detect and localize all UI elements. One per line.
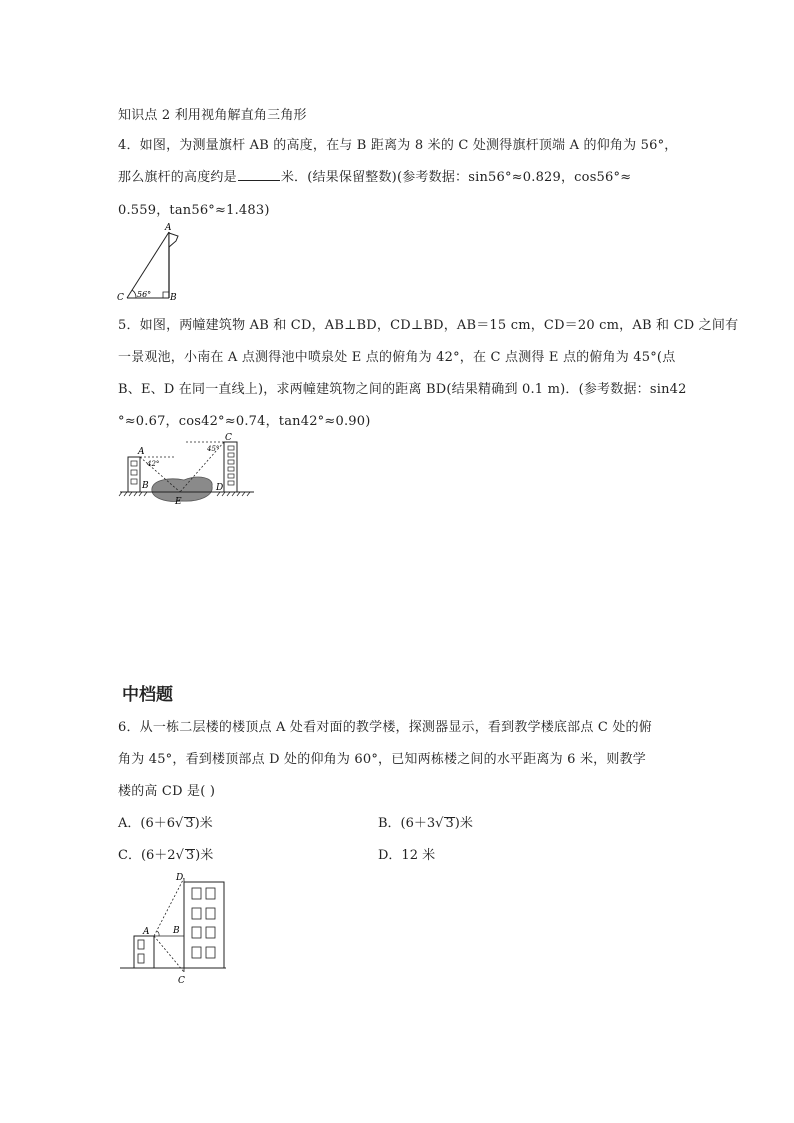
q4-hypotenuse xyxy=(127,232,169,298)
q6-figure xyxy=(116,868,232,986)
mid-heading: 中档题 xyxy=(122,685,173,705)
option-c-end: )米 xyxy=(195,848,214,863)
q5-label-e: E xyxy=(175,497,182,507)
q4-angle-arc xyxy=(132,290,136,298)
q5-label-a: A xyxy=(138,447,145,457)
option-d-label: D．12 米 xyxy=(378,848,436,863)
q6-label-b: B xyxy=(173,926,180,936)
q6-label-d: D xyxy=(176,873,184,883)
q6-line1: 6．从一栋二层楼的楼顶点 A 处看对面的教学楼，探测器显示，看到教学楼底部点 C 处的俯 xyxy=(118,720,652,735)
option-a-radicand: 3 xyxy=(185,816,194,831)
section-heading: 知识点 2 利用视角解直角三角形 xyxy=(118,108,307,123)
q4-line2-after: 米．(结果保留整数)(参考数据：sin56°≈0.829，cos56°≈ xyxy=(280,170,632,185)
q4-line1: 4．如图，为测量旗杆 AB 的高度，在与 B 距离为 8 米的 C 处测得旗杆顶端 A 的仰角为 56°， xyxy=(118,138,678,153)
q5-label-c: C xyxy=(225,433,232,443)
q4-figure xyxy=(112,220,192,306)
option-b-radicand: 3 xyxy=(445,816,454,831)
q6-line3: 楼的高 CD 是( ) xyxy=(118,784,216,799)
option-a-end: )米 xyxy=(194,816,213,831)
pond-shape xyxy=(152,477,212,501)
q5-line3: B、E、D 在同一直线上)，求两幢建筑物之间的距离 BD(结果精确到 0.1 m)．(参考数据：sin42 xyxy=(118,382,687,397)
q4-angle-label: 56° xyxy=(137,290,152,299)
q5-label-b: B xyxy=(142,481,149,491)
answer-blank[interactable] xyxy=(238,168,280,181)
option-c[interactable]: C．(6＋2√ 3)米 xyxy=(118,848,214,863)
q6-angle-arc xyxy=(157,931,159,936)
q4-line2-before: 那么旗杆的高度约是 xyxy=(118,170,237,185)
option-a-label: A．(6＋6 xyxy=(118,816,176,831)
teaching-building xyxy=(184,882,224,968)
q4-right-angle-mark xyxy=(163,292,169,298)
a-to-c-line xyxy=(154,936,184,972)
q6-label-a: A xyxy=(143,927,150,937)
q4-line3: 0.559，tan56°≈1.483) xyxy=(118,203,270,218)
building-ab-windows xyxy=(131,461,137,484)
q4-label-b: B xyxy=(170,293,177,303)
q4-label-a: A xyxy=(165,223,172,233)
option-b[interactable]: B．(6＋3√ 3)米 xyxy=(378,816,473,831)
q5-line1: 5．如图，两幢建筑物 AB 和 CD，AB⊥BD，CD⊥BD，AB＝15 cm，CD＝20 cm，AB 和 CD 之间有 xyxy=(118,318,739,333)
q4-label-c: C xyxy=(117,293,124,303)
option-d[interactable] xyxy=(378,844,435,863)
q5-line2: 一景观池，小南在 A 点测得池中喷泉处 E 点的俯角为 42°，在 C 点测得 E 点的俯角为 45°(点 xyxy=(118,350,676,365)
q4-line2 xyxy=(118,166,631,185)
flag-icon xyxy=(169,233,178,247)
q5-figure xyxy=(114,430,262,508)
q6-label-c: C xyxy=(178,976,185,986)
q5-angle-45-label: 45° xyxy=(207,445,220,453)
option-a[interactable]: A．(6＋6√ 3)米 xyxy=(118,816,213,831)
option-b-end: )米 xyxy=(454,816,473,831)
option-c-radicand: 3 xyxy=(185,848,195,863)
option-b-label: B．(6＋3 xyxy=(378,816,436,831)
q5-angle-42-label: 42° xyxy=(147,460,160,468)
q5-line4: °≈0.67，cos42°≈0.74，tan42°≈0.90) xyxy=(118,414,371,429)
option-c-label: C．(6＋2 xyxy=(118,848,176,863)
q6-line2: 角为 45°，看到楼顶部点 D 处的仰角为 60°，已知两栋楼之间的水平距离为 6 米，则教学 xyxy=(118,752,646,767)
q5-label-d: D xyxy=(216,483,224,493)
